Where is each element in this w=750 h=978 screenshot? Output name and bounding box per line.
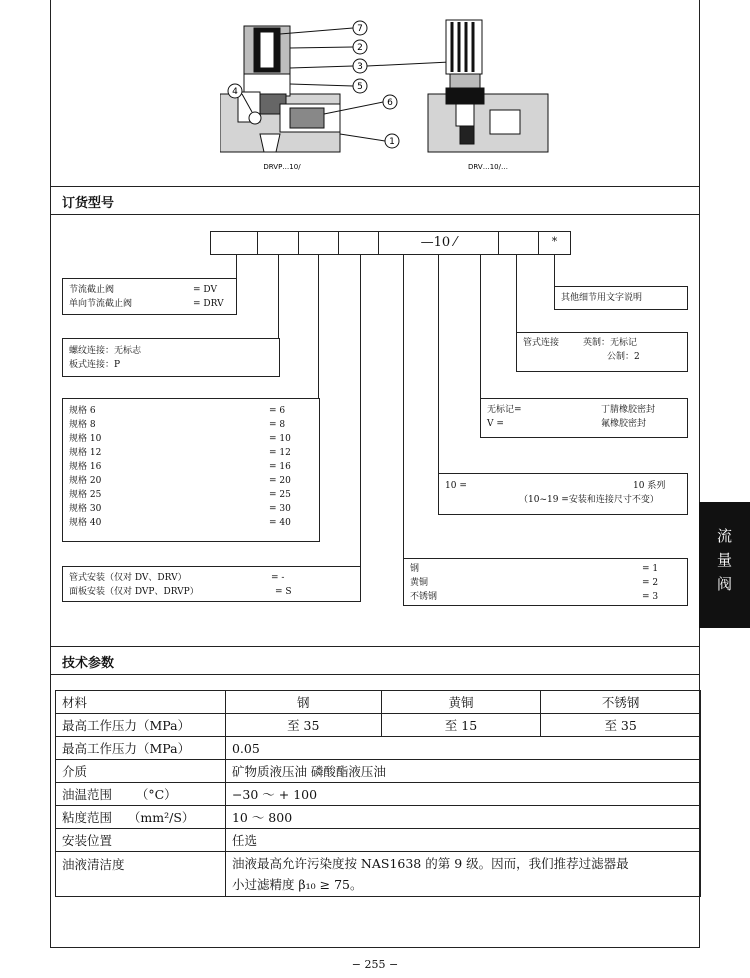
spec-cell: 至 35: [541, 714, 701, 737]
material-stainless-label: 不锈钢: [410, 592, 438, 602]
material-steel-value: = 1: [642, 564, 659, 574]
svg-text:4: 4: [232, 87, 238, 97]
material-box: [403, 558, 688, 606]
seal-fkm-label: V =: [487, 419, 504, 429]
spec-label: 安装位置: [56, 829, 226, 852]
code-cell-type: [210, 231, 258, 255]
size-label: 规格 25: [69, 490, 102, 500]
size-value: = 12: [269, 448, 291, 458]
table-row: [56, 691, 701, 714]
other-details-label: 其他细节用文字说明: [561, 293, 643, 303]
page-number: − 255 −: [351, 958, 399, 971]
type-dv-label: 节流截止阀: [69, 285, 115, 295]
mounting-panel-value: = S: [275, 587, 292, 597]
connector: [554, 255, 555, 286]
mounting-box: [62, 566, 361, 602]
connector: [318, 255, 319, 400]
table-row: [56, 737, 701, 760]
connector: [438, 255, 439, 473]
spec-label: 油液清洁度: [56, 852, 226, 897]
spec-cell: 至 35: [225, 714, 381, 737]
cleanliness-line1: 油液最高允许污染度按 NAS1638 的第 9 级。因而，我们推荐过滤器最: [231, 856, 629, 871]
size-label: 规格 10: [69, 434, 102, 444]
size-label: 规格 30: [69, 504, 102, 514]
table-row: [56, 783, 701, 806]
spec-label: 油温范围 （°C）: [56, 783, 226, 806]
size-label: 规格 12: [69, 448, 102, 458]
connector: [360, 255, 361, 566]
code-cell-size: [298, 231, 339, 255]
pipe-imperial: 英制：无标记: [583, 338, 638, 348]
spec-cell: −30 ～ + 100: [225, 783, 700, 806]
size-label: 规格 40: [69, 518, 102, 528]
connector: [480, 255, 481, 398]
spec-cell: 至 15: [381, 714, 541, 737]
svg-text:1: 1: [389, 137, 395, 147]
type-box: [62, 278, 237, 315]
code-cell-series: —10 ⁄: [378, 231, 499, 255]
tech-section-title: 技术参数: [62, 656, 115, 671]
other-details-box: [554, 286, 688, 310]
svg-text:6: 6: [387, 98, 393, 108]
side-tab-flow-valve: [699, 502, 750, 628]
divider: [50, 214, 700, 215]
table-row: [56, 829, 701, 852]
size-value: = 8: [269, 420, 286, 430]
series-box: [438, 473, 688, 515]
series-name: 10 系列: [633, 481, 666, 491]
seal-nbr-value: 丁腈橡胶密封: [601, 405, 656, 415]
svg-text:5: 5: [357, 82, 363, 92]
spec-label: 材料: [56, 691, 226, 714]
connection-thread-label: 螺纹连接：无标志: [69, 346, 142, 356]
spec-cell: 矿物质液压油 磷酸酯液压油: [225, 760, 700, 783]
seal-fkm-value: 氟橡胶密封: [601, 419, 647, 429]
size-value: = 6: [269, 406, 286, 416]
code-cell-connection: [257, 231, 299, 255]
spec-label: 最高工作压力（MPa）: [56, 737, 226, 760]
code-cell-mounting: [338, 231, 379, 255]
material-steel-label: 钢: [410, 564, 420, 574]
seal-box: [480, 398, 688, 438]
divider: [50, 186, 700, 187]
series-note: （10~19 =安装和连接尺寸不变）: [519, 495, 659, 505]
divider: [50, 646, 700, 647]
size-box: [62, 398, 320, 542]
size-value: = 25: [269, 490, 291, 500]
size-value: = 16: [269, 462, 291, 472]
type-drv-value: = DRV: [193, 299, 224, 309]
size-label: 规格 20: [69, 476, 102, 486]
spec-cell: [225, 852, 700, 897]
svg-text:7: 7: [357, 24, 363, 34]
connector: [516, 255, 517, 332]
spec-cell: 10 ～ 800: [225, 806, 700, 829]
size-value: = 40: [269, 518, 291, 528]
pipe-label: 管式连接: [523, 338, 560, 348]
size-label: 规格 8: [69, 420, 96, 430]
code-cell-other: *: [538, 231, 571, 255]
table-row: [56, 714, 701, 737]
pipe-metric: 公制：2: [607, 352, 640, 362]
spec-label: 最高工作压力（MPa）: [56, 714, 226, 737]
material-brass-label: 黄铜: [410, 578, 429, 588]
series-code: 10 =: [445, 481, 467, 491]
connection-plate-label: 板式连接：P: [69, 360, 121, 370]
valve-illustration: [220, 14, 550, 174]
code-cell-pipe: [498, 231, 539, 255]
spec-cell: 任选: [225, 829, 700, 852]
table-row: [56, 760, 701, 783]
valve-drawing-right: [428, 20, 548, 152]
spec-cell: 黄铜: [381, 691, 541, 714]
cleanliness-line2: 小过滤精度 β₁₀ ≥ 75。: [231, 877, 363, 892]
material-brass-value: = 2: [642, 578, 659, 588]
svg-text:3: 3: [357, 62, 363, 72]
table-row: [56, 852, 701, 897]
connection-box: [62, 338, 280, 377]
seal-nbr-label: 无标记=: [487, 405, 522, 415]
side-tab-char: 量: [716, 551, 732, 569]
table-row: [56, 806, 701, 829]
size-value: = 10: [269, 434, 291, 444]
divider: [50, 674, 700, 675]
side-tab-char: 流: [716, 527, 732, 545]
pipe-connection-box: [516, 332, 688, 372]
svg-text:2: 2: [357, 43, 363, 53]
spec-cell: 钢: [225, 691, 381, 714]
spec-label: 粘度范围 （mm²/S）: [56, 806, 226, 829]
type-dv-value: = DV: [193, 285, 217, 295]
mounting-pipe-label: 管式安装（仅对 DV、DRV）: [69, 573, 187, 583]
caption-left: DRVP…10/: [263, 163, 301, 171]
type-drv-label: 单向节流截止阀: [69, 299, 133, 309]
mounting-panel-label: 面板安装（仅对 DVP、DRVP）: [69, 587, 199, 597]
caption-right: DRV…10/…: [468, 163, 508, 171]
connector: [403, 255, 404, 558]
side-tab-char: 阀: [716, 575, 732, 593]
order-section-title: 订货型号: [62, 196, 115, 211]
spec-label: 介质: [56, 760, 226, 783]
size-label: 规格 6: [69, 406, 96, 416]
size-label: 规格 16: [69, 462, 102, 472]
size-value: = 30: [269, 504, 291, 514]
spec-cell: 0.05: [225, 737, 700, 760]
spec-table: [55, 690, 701, 897]
size-value: = 20: [269, 476, 291, 486]
mounting-pipe-value: = -: [271, 573, 285, 583]
connector: [278, 255, 279, 340]
spec-cell: 不锈钢: [541, 691, 701, 714]
material-stainless-value: = 3: [642, 592, 659, 602]
